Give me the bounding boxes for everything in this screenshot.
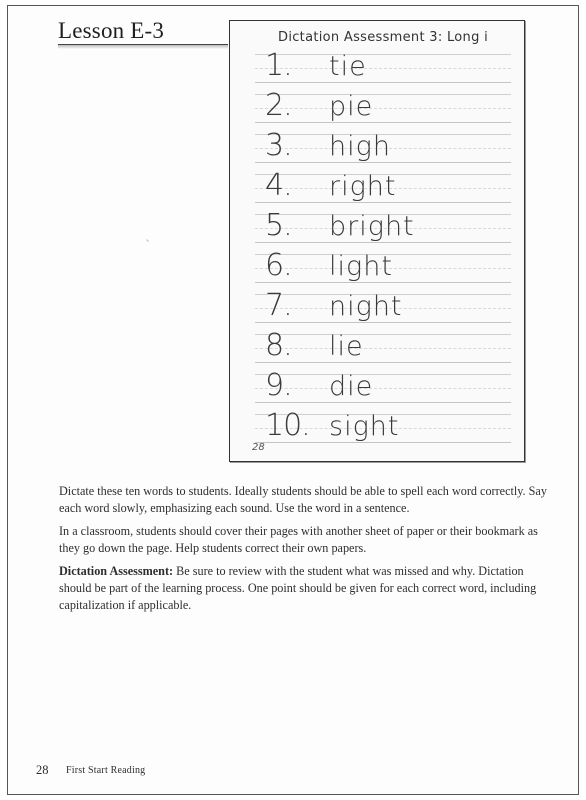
word-number: 2.	[265, 88, 292, 123]
word-list	[255, 48, 511, 448]
dictation-word: lie	[329, 331, 364, 362]
instruction-paragraph-assessment	[59, 563, 554, 614]
word-number: 4.	[265, 168, 292, 203]
ruled-line	[255, 94, 511, 95]
instruction-paragraph-classroom: In a classroom, students should cover their pages with another sheet of paper or their bookmark as they go down the page. Help students correct their own papers.	[59, 524, 538, 555]
dictation-word: sight	[329, 411, 400, 442]
dictation-word: tie	[329, 51, 367, 82]
word-row	[255, 48, 511, 88]
instruction-paragraph-dictate: Dictate these ten words to students. Ideally students should be able to spell each word correctly. Say each word slowly, emphasizing each sound. Use the word in a sentence.	[59, 484, 547, 515]
word-row	[255, 88, 511, 128]
ruled-midline	[255, 68, 511, 69]
dictation-word: bright	[329, 211, 415, 242]
ruled-line	[255, 334, 511, 335]
lesson-title: Lesson E-3	[58, 18, 165, 43]
word-number: 7.	[265, 288, 292, 323]
ruled-midline	[255, 388, 511, 389]
word-row	[255, 408, 511, 448]
dictation-word: right	[329, 171, 397, 202]
word-number: 1.	[265, 48, 292, 83]
footer-page-number: 28	[36, 763, 49, 777]
dictation-word: light	[329, 251, 393, 282]
assessment-lead: Dictation Assessment:	[59, 564, 174, 578]
word-number: 5.	[265, 208, 292, 243]
worksheet-title: Dictation Assessment 3: Long i	[278, 30, 488, 45]
word-number: 8.	[265, 328, 292, 363]
word-row	[255, 288, 511, 328]
ruled-midline	[255, 348, 511, 349]
worksheet-page-number: 28	[252, 442, 265, 453]
dictation-word: pie	[329, 91, 374, 122]
dictation-word: high	[329, 131, 391, 162]
ruled-baseline	[255, 402, 511, 403]
word-row	[255, 128, 511, 168]
word-row	[255, 208, 511, 248]
worksheet-content	[255, 26, 511, 444]
ruled-line	[255, 374, 511, 375]
word-row	[255, 168, 511, 208]
dictation-word: night	[329, 291, 403, 322]
footer-book-title: First Start Reading	[66, 765, 146, 776]
word-number: 6.	[265, 248, 292, 283]
title-underline-shadow	[58, 45, 228, 49]
ruled-midline	[255, 108, 511, 109]
word-row	[255, 368, 511, 408]
word-number: 3.	[265, 128, 292, 163]
word-row	[255, 328, 511, 368]
assessment-body: Be sure to review with the student what was missed and why. Dictation should be part of the learning process. One point should be given for each correct word, including capitalization if applicable.	[59, 564, 537, 612]
ruled-baseline	[255, 362, 511, 363]
word-row	[255, 248, 511, 288]
ruled-line	[255, 54, 511, 55]
word-number: 9.	[265, 368, 292, 403]
word-number: 10.	[265, 408, 310, 443]
ruled-baseline	[255, 122, 511, 123]
dictation-word: die	[329, 371, 374, 402]
ruled-baseline	[255, 82, 511, 83]
